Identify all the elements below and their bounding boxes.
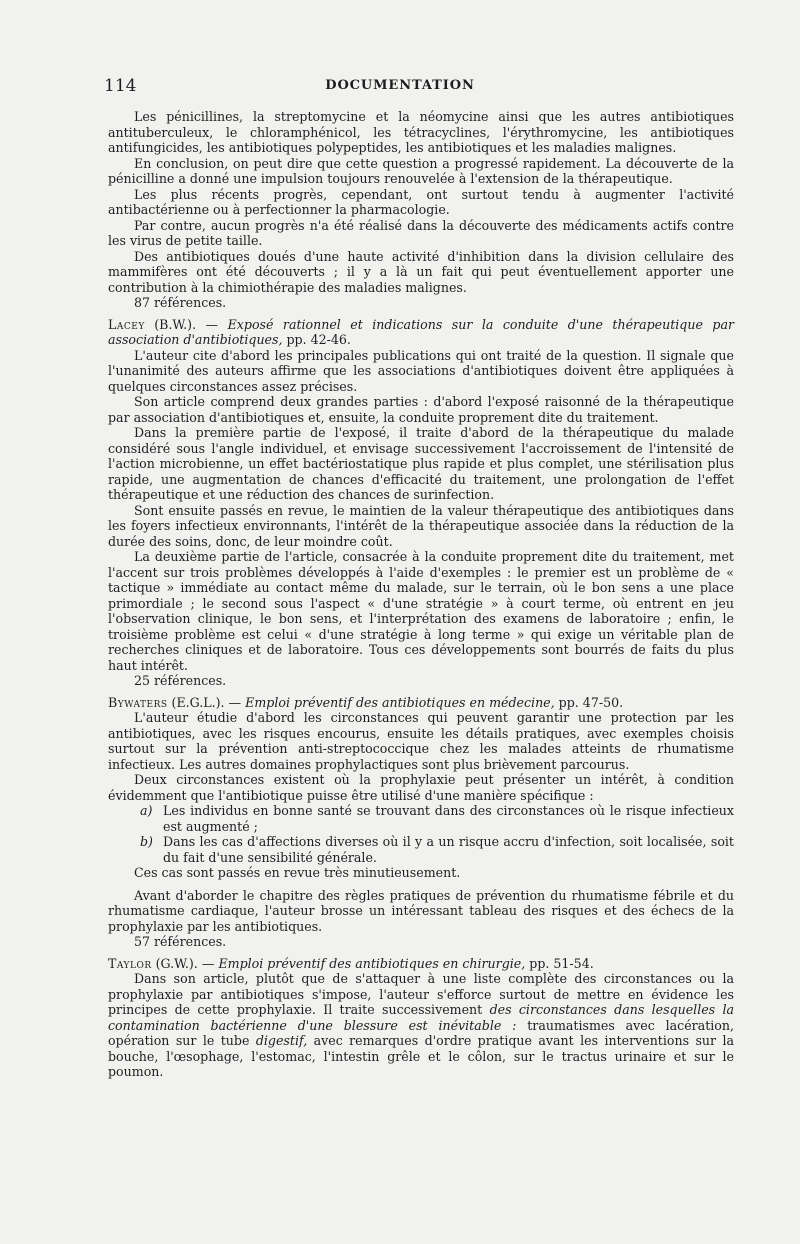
list-marker: b) — [140, 834, 153, 849]
reference-count: 25 références. — [134, 673, 227, 688]
body-text — [108, 109, 734, 1080]
entry-author: Lacey — [108, 316, 145, 332]
entry-title: Emploi préventif des antibiotiques en médecine, — [245, 694, 555, 710]
bibliography-entry — [108, 317, 734, 348]
page-number: 114 — [104, 76, 137, 96]
page-header — [0, 76, 800, 96]
paragraph: L'auteur étudie d'abord les circonstances qui peuvent garantir une protection par les antibiotiques, avec les risques encourus, ensuite les détails pratiques, avec exemples choisis surtout sur la prévention anti-streptococcique chez les malades atteints de rhumatisme infectieux. Les autres domaines prophylactiques sont plus brièvement parcourus. — [108, 710, 734, 772]
text-run: Dans son article, plutôt que de s'attaquer à une liste complète des circonstances ou la prophylaxie par antibiotiques s'impose, l'auteur s'efforce surtout de mettre en évidence les principes de cette prophylaxie. Il traite successivement — [108, 971, 734, 1017]
paragraph: En conclusion, on peut dire que cette question a progressé rapidement. La découverte de la pénicilline a donné une impulsion toujours renouvelée à l'extension de la thérapeutique. — [108, 155, 734, 186]
entry-author: Taylor — [108, 955, 152, 971]
text-run: traumatismes avec lacération, opération sur le tube — [108, 1017, 734, 1048]
paragraph: L'auteur cite d'abord les principales publications qui ont traité de la question. Il signale que l'unanimité des auteurs affirme que les associations d'antibiotiques doivent être appliquées à quelques circonstances assez précises. — [108, 347, 734, 394]
entry-pages: pp. 42-46. — [286, 332, 351, 347]
entry-title: Emploi préventif des antibiotiques en chirurgie, — [218, 955, 526, 971]
paragraph — [108, 971, 734, 1080]
entry-initials: (B.W.). — — [154, 316, 219, 332]
entry-initials: (E.G.L.). — — [171, 694, 242, 710]
paragraph: Les plus récents progrès, cependant, ont surtout tendu à augmenter l'activité antibactérienne ou à perfectionner la pharmacologie. — [108, 186, 734, 217]
list-item — [108, 803, 734, 834]
text-run-italic: des circonstances dans lesquelles la contamination bactérienne d'une blessure est inévitable : — [108, 1002, 734, 1033]
paragraph: Par contre, aucun progrès n'a été réalisé dans la découverte des médicaments actifs contre les virus de petite taille. — [108, 217, 734, 248]
entry-author: Bywaters — [108, 694, 168, 710]
bibliography-entry — [108, 695, 734, 711]
entry-initials: (G.W.). — — [155, 955, 215, 971]
list-text: Dans les cas d'affections diverses où il y a un risque accru d'infection, soit localisée, soit du fait d'une sensibilité générale. — [163, 834, 734, 865]
entry-pages: pp. 47-50. — [558, 694, 624, 710]
list-marker: a) — [140, 803, 153, 818]
paragraph: La deuxième partie de l'article, consacrée à la conduite proprement dite du traitement, met l'accent sur trois problèmes développés à l'aide d'exemples : le premier est un problème de « tactique » immédiate au contact même du malade, sur le terrain, où le bon sens a une place primordiale ; le second sous l'aspect « d'une stratégie » à court terme, où entrent en jeu l'observation clinique, le bon sens, et l'interprétation des examens de laboratoire ; enfin, le troisième problème est celui « d'une stratégie à long terme » qui exige un véritable plan de recherches cliniques et de laboratoire. Tous ces développements sont bourrés de faits du plus haut intérêt. — [108, 549, 734, 673]
entry-pages: pp. 51-54. — [529, 955, 594, 971]
paragraph: Deux circonstances existent où la prophylaxie peut présenter un intérêt, à condition évidemment que l'antibiotique puisse être utilisé d'une manière spécifique : — [108, 772, 734, 803]
paragraph: Les pénicillines, la streptomycine et la néomycine ainsi que les autres antibiotiques antituberculeux, le chloramphénicol, les tétracyclines, l'érythromycine, les antibiotiques antifungicides, les antibiotiques polypeptides, les antibiotiques et les maladies malignes. — [108, 109, 734, 155]
paragraph: Son article comprend deux grandes parties : d'abord l'exposé raisonné de la thérapeutique par association d'antibiotiques et, ensuite, la conduite proprement dite du traitement. — [108, 394, 734, 425]
bibliography-entry — [108, 956, 734, 972]
paragraph: Des antibiotiques doués d'une haute activité d'inhibition dans la division cellulaire des mammifères ont été découverts ; il y a là un fait qui peut éventuellement apporter une contribution à la chimiothérapie des maladies malignes. — [108, 248, 734, 295]
reference-count: 87 références. — [134, 295, 227, 310]
text-run-italic: digestif, — [255, 1033, 308, 1048]
text-run: avec remarques d'ordre pratique avant les interventions sur la bouche, l'œsophage, l'estomac, l'intestin grêle et le côlon, sur le tractus urinaire et sur le poumon. — [108, 1033, 734, 1079]
paragraph: Avant d'aborder le chapitre des règles pratiques de prévention du rhumatisme fébrile et du rhumatisme cardiaque, l'auteur brosse un intéressant tableau des risques et des échecs de la prophylaxie par les antibiotiques. — [108, 887, 734, 934]
running-head: DOCUMENTATION — [325, 78, 475, 93]
list-item — [108, 834, 734, 865]
paragraph: Dans la première partie de l'exposé, il traite d'abord de la thérapeutique du malade considéré sous l'angle individuel, et envisage successivement l'accroissement de l'intensité de l'action microbienne, un effet bactériostatique plus rapide et plus complet, une stérilisation plus rapide, une augmentation de chances d'efficacité du traitement, une prolongation de l'effet thérapeutique et une réduction des chances de surinfection. — [108, 425, 734, 502]
list-text: Les individus en bonne santé se trouvant dans des circonstances où le risque infectieux est augmenté ; — [163, 803, 734, 834]
paragraph: Ces cas sont passés en revue très minutieusement. — [134, 865, 461, 880]
entry-title: Exposé rationnel et indications sur la conduite d'une thérapeutique par association d'antibiotiques, — [108, 316, 734, 347]
paragraph: Sont ensuite passés en revue, le maintien de la valeur thérapeutique des antibiotiques dans les foyers infectieux environnants, l'intérêt de la thérapeutique associée dans la réduction de la durée des soins, donc, de leur moindre coût. — [108, 502, 734, 549]
reference-count: 57 références. — [134, 934, 227, 949]
